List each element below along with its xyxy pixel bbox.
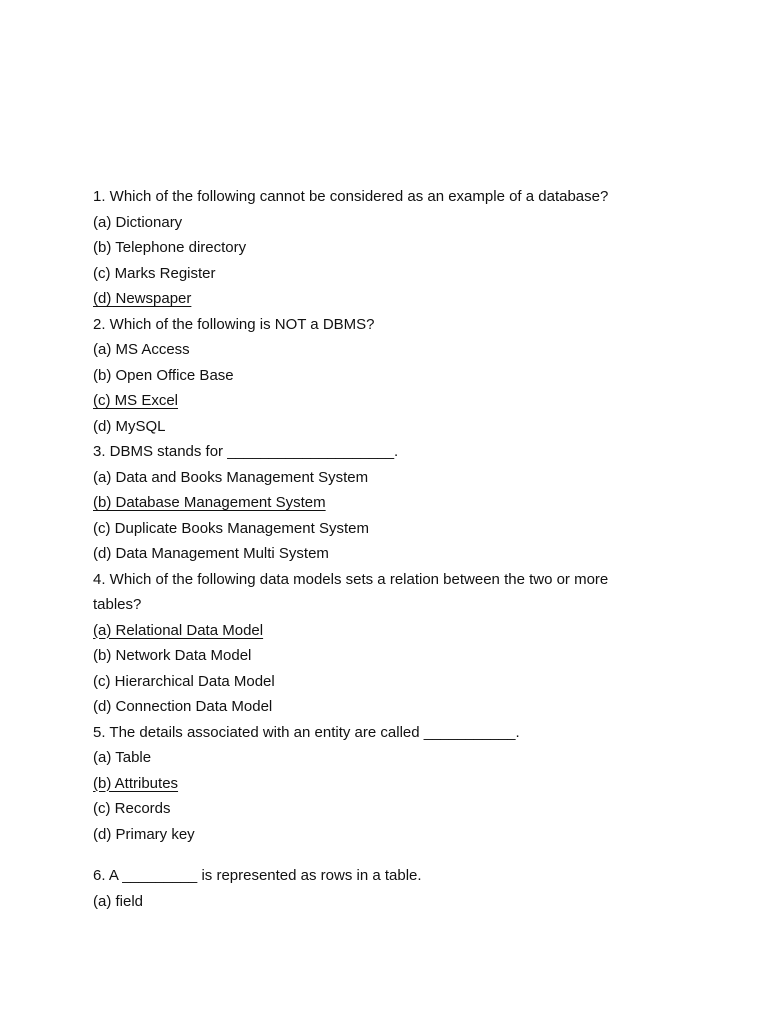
option-label: (d) Primary key <box>93 825 195 843</box>
answer-option-label: (b) Attributes <box>93 774 179 792</box>
option-4a <box>93 618 653 644</box>
option-label: (b) Open Office Base <box>93 366 234 384</box>
question-4: 4. Which of the following data models sets a relation between the two or more tables? <box>93 570 609 613</box>
option-5c <box>93 796 653 822</box>
option-3a <box>93 465 653 491</box>
answer-option-label: (b) Database Management System <box>93 494 326 511</box>
option-1c <box>93 261 653 287</box>
option-5d <box>93 822 653 848</box>
option-label: (a) Data and Books Management System <box>93 468 369 486</box>
answer-option-label: (c) MS Excel <box>93 392 179 409</box>
option-label: (d) Data Management Multi System <box>93 545 329 562</box>
option-4b <box>93 643 653 669</box>
option-label: (a) field <box>93 892 144 910</box>
question-3: 3. DBMS stands for ____________________. <box>93 443 399 460</box>
option-3b <box>93 490 653 516</box>
option-label: (c) Marks Register <box>93 264 216 282</box>
option-label: (a) Table <box>93 749 152 766</box>
question-6: 6. A _________ is represented as rows in a table. <box>93 867 422 884</box>
option-label: (b) Telephone directory <box>93 239 247 256</box>
question-1: 1. Which of the following cannot be considered as an example of a database? <box>93 188 609 205</box>
option-3c <box>93 516 653 542</box>
option-label: (c) Duplicate Books Management System <box>93 519 369 537</box>
option-1d <box>93 286 653 312</box>
option-2c <box>93 388 653 414</box>
option-label: (b) Network Data Model <box>93 647 252 664</box>
answer-option-label: (a) Relational Data Model <box>93 621 264 639</box>
option-label: (c) Hierarchical Data Model <box>93 672 275 690</box>
option-label: (d) Connection Data Model <box>93 698 273 715</box>
option-2d <box>93 414 653 440</box>
question-5: 5. The details associated with an entity are called ___________. <box>93 723 520 741</box>
option-3d <box>93 541 653 567</box>
option-label: (d) MySQL <box>93 417 166 435</box>
option-4d <box>93 694 653 720</box>
option-5b <box>93 771 653 797</box>
option-6a <box>93 889 653 915</box>
spacer <box>93 847 653 863</box>
option-2b <box>93 363 653 389</box>
option-2a <box>93 337 653 363</box>
option-label: (c) Records <box>93 800 171 817</box>
quiz-list <box>93 184 653 914</box>
answer-option-label: (d) Newspaper <box>93 290 192 307</box>
option-1b <box>93 235 653 261</box>
question-2: 2. Which of the following is NOT a DBMS? <box>93 315 375 333</box>
option-1a <box>93 210 653 236</box>
option-5a <box>93 745 653 771</box>
option-label: (a) MS Access <box>93 341 190 358</box>
option-label: (a) Dictionary <box>93 213 183 231</box>
option-4c <box>93 669 653 695</box>
